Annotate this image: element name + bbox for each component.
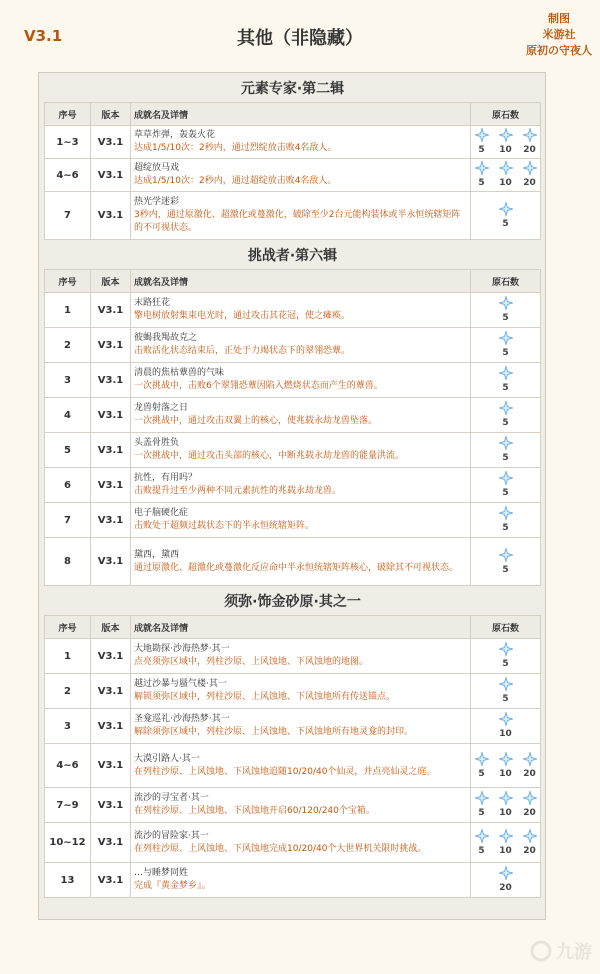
row-reward: [471, 363, 541, 398]
header-detail: 成就名及详情: [131, 103, 471, 126]
row-detail: [131, 709, 471, 744]
primogem-icon: [499, 677, 513, 694]
primogem-reward: [520, 161, 540, 189]
primogem-count: 5: [478, 845, 485, 856]
primogem-reward: [496, 436, 516, 464]
primogem-icon: [499, 866, 513, 883]
primogem-icon: [499, 712, 513, 729]
row-detail: [131, 363, 471, 398]
primogem-count: 20: [523, 768, 536, 779]
primogem-icon: [499, 366, 513, 383]
row-reward: [471, 159, 541, 192]
table-row: [45, 674, 541, 709]
primogem-reward: [496, 752, 516, 780]
achievement-description: 完成『黄金梦乡』。: [134, 881, 211, 891]
achievement-description: 解除须弥区域中，列柱沙原、上风蚀地、下风蚀地所有地灵龛的封印。: [134, 727, 414, 737]
row-version: V3.1: [91, 639, 131, 674]
table-row: [45, 398, 541, 433]
header-no: 序号: [45, 616, 91, 639]
primogem-reward: [496, 677, 516, 705]
primogem-reward: [496, 791, 516, 819]
primogem-icon: [499, 642, 513, 659]
achievement-name: 草草炸弹，轰轰火花: [134, 130, 216, 140]
row-detail: [131, 639, 471, 674]
primogem-icon: [499, 296, 513, 313]
table-row: [45, 192, 541, 240]
primogem-icon: [499, 548, 513, 565]
primogem-count: 5: [502, 218, 509, 229]
primogem-count: 5: [478, 178, 485, 188]
table-row: [45, 328, 541, 363]
achievement-name: 大漠引路人·其一: [134, 753, 200, 764]
primogem-count: 10: [499, 145, 512, 155]
achievement-name: 圣龛巡礼·沙海热梦·其一: [134, 714, 230, 724]
achievement-name: 超绽放马戏: [134, 163, 180, 173]
row-number: 1~3: [45, 126, 91, 159]
primogem-count: 20: [523, 145, 536, 155]
table-row: [45, 293, 541, 328]
table-row: [45, 639, 541, 674]
row-reward: [471, 468, 541, 503]
row-detail: [131, 126, 471, 159]
primogem-reward: [496, 161, 516, 189]
row-version: V3.1: [91, 538, 131, 586]
primogem-reward: [496, 548, 516, 576]
header-reward: 原石数: [471, 270, 541, 293]
row-number: 1: [45, 293, 91, 328]
primogem-count: 20: [499, 883, 512, 893]
achievement-description: 在列柱沙原、上风蚀地、下风蚀地开启60/120/240个宝箱。: [134, 806, 375, 816]
primogem-count: 5: [502, 564, 509, 575]
table-row: [45, 363, 541, 398]
header-detail: 成就名及详情: [131, 616, 471, 639]
primogem-icon: [499, 506, 513, 523]
primogem-icon: [499, 471, 513, 488]
primogem-count: 5: [502, 418, 509, 428]
credit-line: 原初の守夜人: [526, 44, 592, 57]
achievement-name: 流沙的寻宝者·其一: [134, 793, 209, 803]
credit-line: 米游社: [542, 28, 576, 41]
row-version: V3.1: [91, 398, 131, 433]
row-number: 4~6: [45, 744, 91, 788]
primogem-count: 5: [478, 768, 485, 779]
achievement-name: 越过沙暴与蜃气楼·其一: [134, 679, 227, 689]
primogem-count: 10: [499, 845, 512, 856]
achievement-name: 头盖骨胜负: [134, 438, 180, 448]
row-version: V3.1: [91, 823, 131, 863]
achievement-description: 击败处于超频过载状态下的半永恒统辖矩阵。: [134, 521, 315, 531]
primogem-count: 5: [502, 488, 509, 498]
primogem-icon: [523, 128, 537, 145]
table-row: [45, 744, 541, 788]
table-row: [45, 788, 541, 823]
table-header-row: [45, 616, 541, 639]
achievement-name: 末路狂花: [134, 298, 171, 308]
row-version: V3.1: [91, 674, 131, 709]
achievement-description: 解锁须弥区域中，列柱沙原、上风蚀地、下风蚀地所有传送锚点。: [134, 692, 396, 702]
row-version: V3.1: [91, 126, 131, 159]
row-detail: [131, 823, 471, 863]
row-reward: [471, 823, 541, 863]
primogem-count: 20: [523, 845, 536, 856]
primogem-icon: [499, 791, 513, 808]
header-reward: 原石数: [471, 616, 541, 639]
row-detail: [131, 433, 471, 468]
table-row: [45, 863, 541, 898]
row-reward: [471, 328, 541, 363]
row-detail: [131, 538, 471, 586]
achievement-description: 在列柱沙原、上风蚀地、下风蚀地追随10/20/40个仙灵，并点亮仙灵之庭。: [134, 766, 436, 777]
primogem-count: 10: [499, 729, 512, 739]
watermark-logo-icon: [530, 940, 552, 962]
primogem-icon: [499, 401, 513, 418]
row-detail: [131, 674, 471, 709]
row-version: V3.1: [91, 159, 131, 192]
achievement-panel: [38, 72, 546, 920]
header-version: 版本: [91, 270, 131, 293]
achievement-name: 抗性，有用吗？: [134, 473, 198, 483]
row-version: V3.1: [91, 788, 131, 823]
primogem-count: 20: [523, 178, 536, 188]
table-header-row: [45, 270, 541, 293]
achievement-name: …与睡梦同姓: [134, 868, 189, 878]
achievement-description: 3秒内，通过原激化、超激化或蔓激化，破除至少2台元能构装体或半永恒统辖矩阵的不可视状态。: [134, 210, 461, 233]
row-number: 4~6: [45, 159, 91, 192]
row-detail: [131, 328, 471, 363]
row-version: V3.1: [91, 744, 131, 788]
primogem-count: 5: [502, 694, 509, 704]
achievement-name: 龙兽射落之日: [134, 403, 189, 413]
row-number: 5: [45, 433, 91, 468]
row-number: 3: [45, 709, 91, 744]
table-row: [45, 468, 541, 503]
primogem-reward: [472, 829, 492, 857]
primogem-reward: [472, 791, 492, 819]
row-detail: [131, 744, 471, 788]
achievement-description: 在列柱沙原、上风蚀地、下风蚀地完成10/20/40个大世界机关限时挑战。: [134, 843, 427, 854]
primogem-icon: [499, 829, 513, 846]
primogem-count: 5: [502, 348, 509, 358]
watermark: [530, 938, 592, 964]
achievement-description: 一次挑战中，通过攻击双翼上的核心，使兆载永劫龙兽坠落。: [134, 416, 378, 426]
achievement-description: 一次挑战中，通过攻击头部的核心，中断兆载永劫龙兽的能量洪流。: [134, 451, 405, 461]
primogem-count: 5: [502, 313, 509, 323]
credit-line: 制图: [548, 12, 570, 25]
row-number: 1: [45, 639, 91, 674]
row-number: 13: [45, 863, 91, 898]
row-number: 8: [45, 538, 91, 586]
primogem-reward: [472, 752, 492, 780]
primogem-icon: [499, 202, 513, 219]
section-title: 须弥·饰金砂原·其之一: [45, 586, 541, 616]
row-number: 7: [45, 503, 91, 538]
row-detail: [131, 468, 471, 503]
row-reward: [471, 538, 541, 586]
row-version: V3.1: [91, 503, 131, 538]
row-reward: [471, 126, 541, 159]
primogem-reward: [472, 128, 492, 156]
achievement-description: 达成1/5/10次：2秒内，通过超绽放击败4名敌人。: [134, 176, 337, 186]
watermark-text: 九游: [556, 942, 592, 963]
table-row: [45, 126, 541, 159]
primogem-reward: [496, 401, 516, 429]
row-reward: [471, 863, 541, 898]
row-number: 2: [45, 328, 91, 363]
achievement-description: 通过原激化、超激化或蔓激化反应命中半永恒统辖矩阵核心，破除其不可视状态。: [134, 562, 459, 573]
primogem-reward: [520, 128, 540, 156]
achievement-description: 擎电树放射集束电光时，通过攻击其花冠，使之瘫痪。: [134, 311, 351, 321]
primogem-count: 5: [478, 145, 485, 155]
achievement-description: 点亮须弥区域中，列柱沙原、上风蚀地、下风蚀地的地图。: [134, 657, 369, 667]
primogem-icon: [475, 791, 489, 808]
header-detail: 成就名及详情: [131, 270, 471, 293]
row-number: 7~9: [45, 788, 91, 823]
row-reward: [471, 639, 541, 674]
row-reward: [471, 744, 541, 788]
primogem-count: 20: [523, 808, 536, 818]
primogem-reward: [496, 829, 516, 857]
row-number: 6: [45, 468, 91, 503]
row-detail: [131, 293, 471, 328]
achievement-name: 电子脑硬化症: [134, 508, 189, 518]
primogem-icon: [523, 791, 537, 808]
primogem-reward: [496, 712, 516, 740]
primogem-reward: [496, 331, 516, 359]
table-row: [45, 538, 541, 586]
row-reward: [471, 503, 541, 538]
section-title: 挑战者·第六辑: [45, 240, 541, 270]
header-reward: 原石数: [471, 103, 541, 126]
primogem-icon: [499, 128, 513, 145]
primogem-count: 5: [502, 659, 509, 669]
row-number: 7: [45, 192, 91, 240]
primogem-reward: [496, 866, 516, 894]
row-detail: [131, 398, 471, 433]
primogem-reward: [520, 752, 540, 780]
primogem-count: 5: [502, 383, 509, 393]
row-detail: [131, 159, 471, 192]
table-row: [45, 709, 541, 744]
table-row: [45, 433, 541, 468]
row-version: V3.1: [91, 433, 131, 468]
primogem-reward: [496, 296, 516, 324]
achievement-name: 彼蝎我羯故克之: [134, 333, 198, 343]
row-reward: [471, 398, 541, 433]
achievement-name: 清晨的焦枯蕈兽的气味: [134, 368, 225, 378]
primogem-icon: [523, 161, 537, 178]
page-title: 其他（非隐藏）: [237, 28, 363, 49]
primogem-reward: [520, 829, 540, 857]
row-reward: [471, 293, 541, 328]
row-reward: [471, 192, 541, 240]
primogem-reward: [496, 128, 516, 156]
row-number: 3: [45, 363, 91, 398]
primogem-count: 5: [502, 523, 509, 533]
row-reward: [471, 674, 541, 709]
row-reward: [471, 709, 541, 744]
primogem-count: 5: [502, 453, 509, 463]
credits: [526, 11, 592, 59]
row-version: V3.1: [91, 328, 131, 363]
table-row: [45, 823, 541, 863]
primogem-icon: [499, 752, 513, 769]
row-version: V3.1: [91, 863, 131, 898]
row-version: V3.1: [91, 709, 131, 744]
header-no: 序号: [45, 270, 91, 293]
achievement-name: 热光学迷彩: [134, 197, 180, 207]
table-row: [45, 503, 541, 538]
achievement-name: 黛西，黛西: [134, 549, 180, 560]
primogem-icon: [499, 436, 513, 453]
primogem-icon: [523, 829, 537, 846]
section-title: 元素专家·第二辑: [45, 73, 541, 103]
achievement-description: 达成1/5/10次：2秒内，通过烈绽放击败4名敌人。: [134, 143, 337, 153]
primogem-count: 5: [478, 808, 485, 818]
table-row: [45, 159, 541, 192]
row-reward: [471, 788, 541, 823]
row-version: V3.1: [91, 468, 131, 503]
row-detail: [131, 503, 471, 538]
achievement-name: 流沙的冒险家·其一: [134, 830, 209, 841]
achievement-description: 击败提升过至少两种不同元素抗性的兆载永劫龙兽。: [134, 486, 342, 496]
primogem-reward: [496, 642, 516, 670]
primogem-icon: [475, 128, 489, 145]
primogem-reward: [496, 202, 516, 230]
row-detail: [131, 863, 471, 898]
row-detail: [131, 192, 471, 240]
achievement-description: 一次挑战中，击败6个翠翎恐蕈因陷入燃烧状态而产生的蕈兽。: [134, 381, 383, 391]
primogem-reward: [496, 366, 516, 394]
primogem-reward: [520, 791, 540, 819]
primogem-reward: [496, 471, 516, 499]
primogem-icon: [475, 752, 489, 769]
row-version: V3.1: [91, 192, 131, 240]
primogem-icon: [499, 331, 513, 348]
header-no: 序号: [45, 103, 91, 126]
row-number: 4: [45, 398, 91, 433]
primogem-reward: [496, 506, 516, 534]
row-detail: [131, 788, 471, 823]
row-number: 2: [45, 674, 91, 709]
row-version: V3.1: [91, 293, 131, 328]
primogem-count: 10: [499, 808, 512, 818]
primogem-icon: [523, 752, 537, 769]
primogem-reward: [472, 161, 492, 189]
header-version: 版本: [91, 616, 131, 639]
header-version: 版本: [91, 103, 131, 126]
primogem-icon: [499, 161, 513, 178]
row-number: 10~12: [45, 823, 91, 863]
primogem-count: 10: [499, 178, 512, 188]
achievement-description: 击败活化状态结束后，正处于力竭状态下的翠翎恐蕈。: [134, 346, 351, 356]
table-header-row: [45, 103, 541, 126]
primogem-count: 10: [499, 768, 512, 779]
version-label: V3.1: [24, 27, 63, 45]
row-reward: [471, 433, 541, 468]
achievement-table: [44, 73, 541, 898]
primogem-icon: [475, 161, 489, 178]
row-version: V3.1: [91, 363, 131, 398]
primogem-icon: [475, 829, 489, 846]
achievement-name: 大地勘探·沙海热梦·其一: [134, 644, 230, 654]
